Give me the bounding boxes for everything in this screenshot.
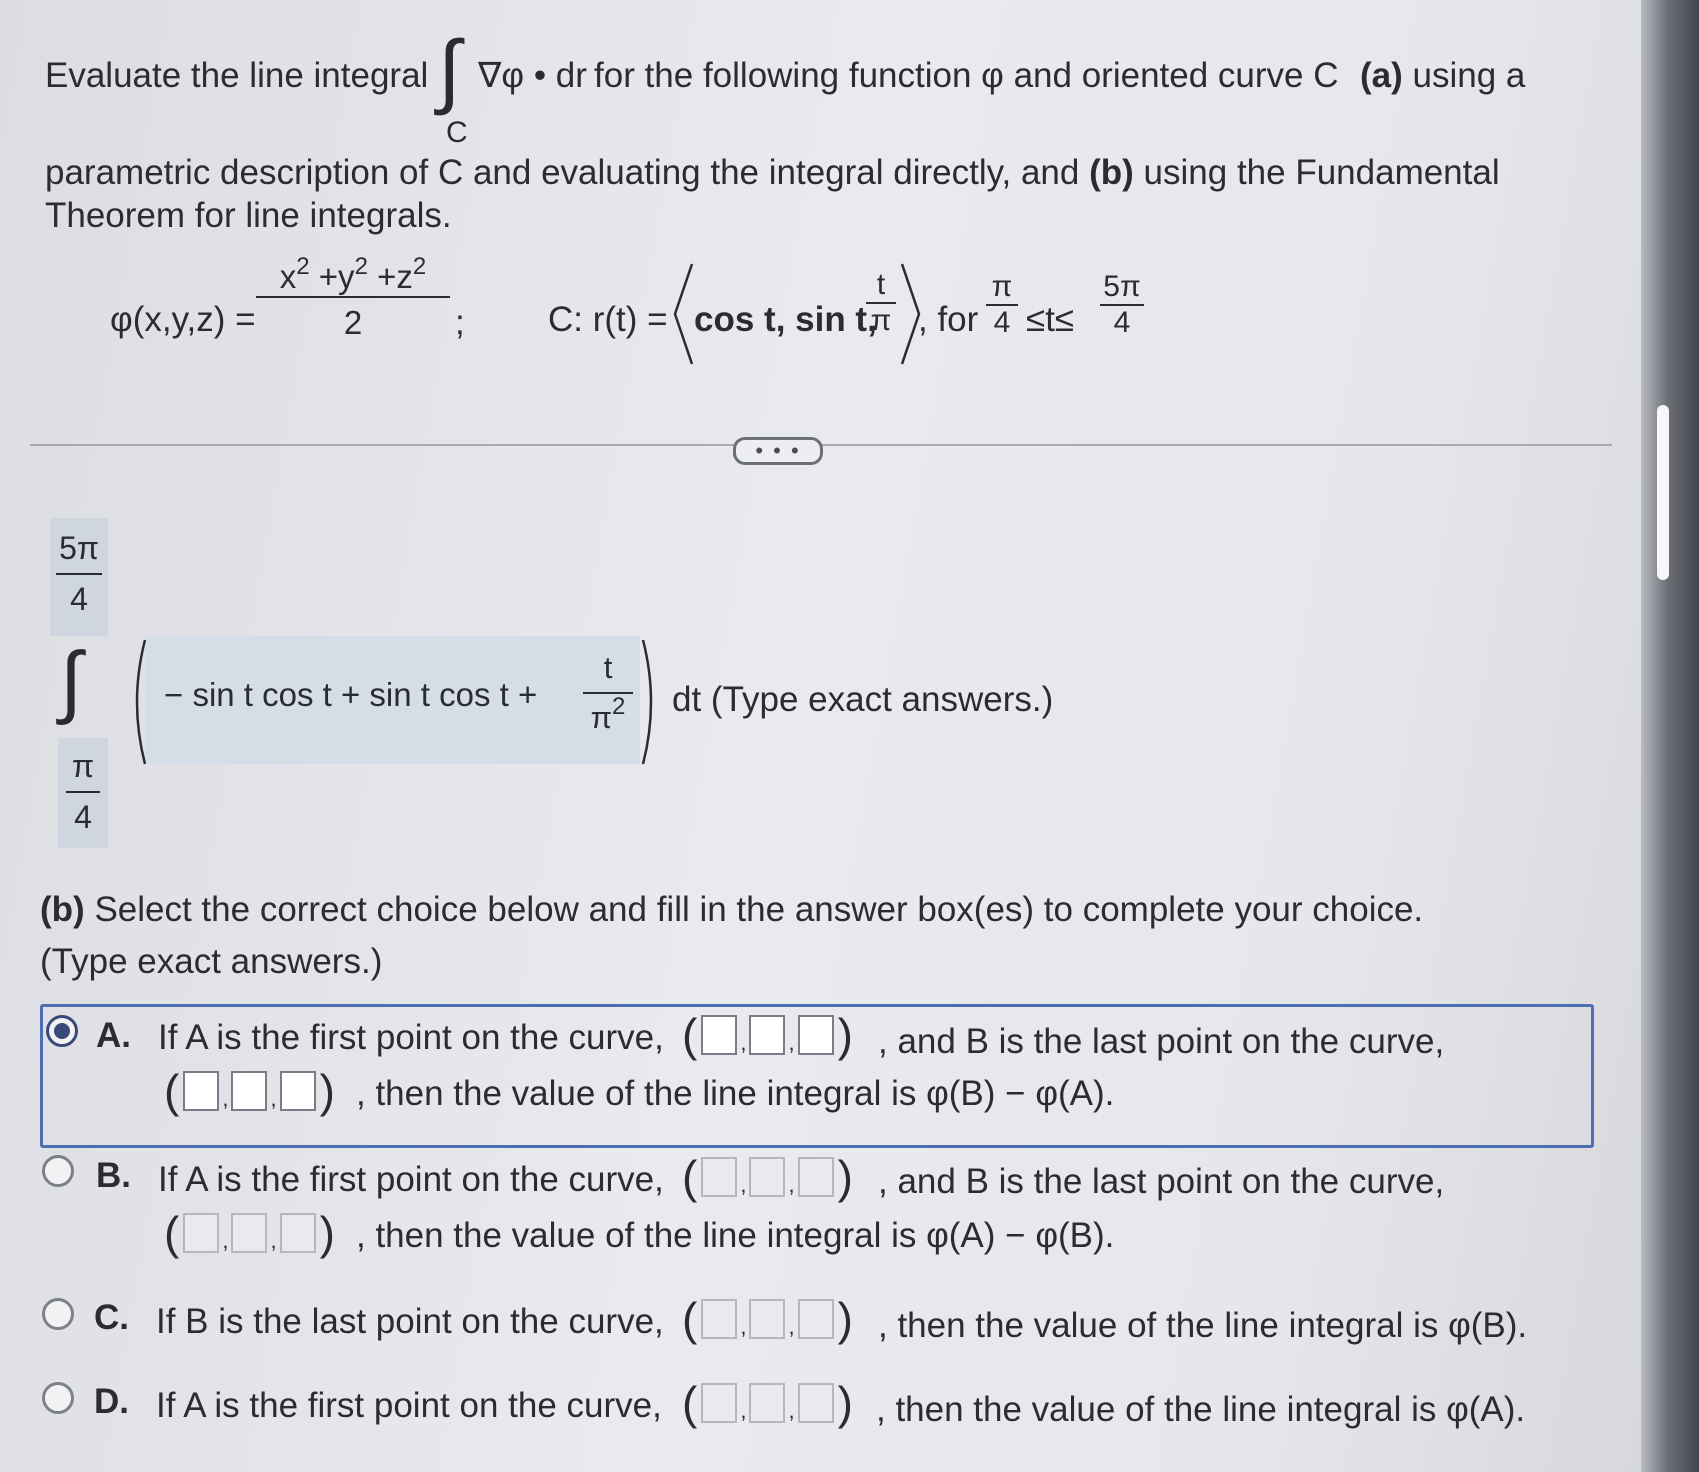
choice-c-point: ( , , ) xyxy=(682,1293,853,1345)
choice-b-text2: , and B is the last point on the curve, xyxy=(878,1162,1445,1201)
choice-a-radio[interactable] xyxy=(46,1015,78,1047)
part-b-prompt xyxy=(40,890,1423,930)
choice-b-by-input[interactable] xyxy=(231,1213,267,1253)
choice-b-ay-input[interactable] xyxy=(749,1157,785,1197)
upper-limit-box[interactable] xyxy=(50,518,108,636)
intro-prefix: Evaluate the line integral xyxy=(45,56,429,95)
integrand-fraction xyxy=(583,650,633,736)
choice-d-text1: If A is the first point on the curve, xyxy=(156,1386,662,1425)
intro-using: using a xyxy=(1412,56,1526,95)
choice-a-ax-input[interactable] xyxy=(701,1015,737,1055)
intro-part-b: (b) xyxy=(1089,153,1134,192)
numerator-z: +z xyxy=(377,258,413,295)
choice-a-bx-input[interactable] xyxy=(183,1071,219,1111)
curve-inequality: ≤t≤ xyxy=(1026,300,1075,339)
choice-a-text3: , then the value of the line integral is φ(B) − φ(A). xyxy=(356,1074,1115,1113)
choice-a-point-b: ( , , ) xyxy=(164,1065,335,1117)
choice-b-point-b: ( , , ) xyxy=(164,1207,335,1259)
choice-a-ay-input[interactable] xyxy=(749,1015,785,1055)
function-fraction xyxy=(256,253,450,342)
curve-label: C: r(t) = xyxy=(548,300,668,339)
upper-limit-num: 5π xyxy=(59,530,99,566)
intro-line3: Theorem for line integrals. xyxy=(45,196,452,235)
choice-a-letter: A. xyxy=(96,1016,131,1055)
choice-b-bz-input[interactable] xyxy=(280,1213,316,1253)
lower-limit-num: π xyxy=(71,748,95,784)
integral-subscript: C xyxy=(446,116,468,149)
function-semicolon: ; xyxy=(455,303,465,342)
part-a-suffix: dt (Type exact answers.) xyxy=(672,680,1054,719)
intro-line2-suffix: using the Fundamental xyxy=(1143,153,1500,192)
high-num: 5π xyxy=(1103,270,1141,303)
integrand-answer-input[interactable] xyxy=(146,636,640,764)
curve-components: cos t, sin t, xyxy=(694,300,877,339)
high-den: 4 xyxy=(1113,306,1131,339)
choice-b-bx-input[interactable] xyxy=(183,1213,219,1253)
intro-part-a: (a) xyxy=(1360,56,1403,95)
power-z: 2 xyxy=(412,253,427,280)
scrollbar-thumb[interactable] xyxy=(1657,405,1669,580)
choice-c-y-input[interactable] xyxy=(749,1299,785,1339)
choice-d-radio[interactable] xyxy=(42,1382,74,1414)
numerator-y: +y xyxy=(318,258,355,295)
screen-edge xyxy=(1641,0,1699,1472)
choice-b-az-input[interactable] xyxy=(798,1157,834,1197)
lower-limit-den: 4 xyxy=(74,799,92,835)
choice-a-text1: If A is the first point on the curve, xyxy=(158,1018,664,1057)
choice-d-y-input[interactable] xyxy=(749,1383,785,1423)
function-lhs: φ(x,y,z) = xyxy=(110,300,256,339)
choice-d-letter: D. xyxy=(94,1382,129,1421)
part-b-label: (b) xyxy=(40,890,85,929)
choice-a-point-a: ( , , ) xyxy=(682,1009,853,1061)
lower-bound-fraction xyxy=(986,270,1018,340)
integrand-frac-den: π xyxy=(590,700,613,735)
choice-c-text2: , then the value of the line integral is φ(B). xyxy=(878,1306,1528,1345)
curve-for: , for xyxy=(918,300,979,339)
integrand-frac-num: t xyxy=(603,650,613,685)
part-b-prompt-text: Select the correct choice below and fill in the answer box(es) to complete your choice. xyxy=(94,890,1424,929)
choice-a-text2: , and B is the last point on the curve, xyxy=(878,1022,1445,1061)
choice-a-az-input[interactable] xyxy=(798,1015,834,1055)
expand-more-button[interactable]: • • • xyxy=(733,437,823,465)
choice-c-x-input[interactable] xyxy=(701,1299,737,1339)
choice-d-z-input[interactable] xyxy=(798,1383,834,1423)
intro-suffix: for the following function φ and oriented curve C xyxy=(594,56,1339,95)
choice-d-text2: , then the value of the line integral is φ(A). xyxy=(876,1390,1526,1429)
lower-limit-box[interactable] xyxy=(58,738,108,848)
choice-d-point: ( , , ) xyxy=(682,1377,853,1429)
choice-b-letter: B. xyxy=(96,1156,131,1195)
choice-c-radio[interactable] xyxy=(42,1298,74,1330)
intro-line2 xyxy=(45,153,1500,193)
integrand-frac-power: 2 xyxy=(612,693,626,720)
integrand-expression: − sin t cos t + sin t cos t + xyxy=(164,676,538,713)
right-paren-icon xyxy=(640,638,660,766)
part-b-prompt2: (Type exact answers.) xyxy=(40,942,383,981)
integral-sign-icon: ∫ xyxy=(438,25,461,116)
choice-b-radio[interactable] xyxy=(42,1155,74,1187)
choice-b-point-a: ( , , ) xyxy=(682,1151,853,1203)
choice-b-text1: If A is the first point on the curve, xyxy=(158,1160,664,1199)
t-num: t xyxy=(876,268,886,301)
choice-a-bz-input[interactable] xyxy=(280,1071,316,1111)
curve-t-fraction xyxy=(866,268,896,338)
left-angle-bracket-icon xyxy=(672,262,694,366)
upper-bound-fraction xyxy=(1100,270,1144,340)
low-num: π xyxy=(991,270,1013,303)
low-den: 4 xyxy=(993,306,1011,339)
choice-b-ax-input[interactable] xyxy=(701,1157,737,1197)
function-denominator: 2 xyxy=(343,304,363,341)
choice-a-by-input[interactable] xyxy=(231,1071,267,1111)
t-den: π xyxy=(870,304,892,337)
choice-c-z-input[interactable] xyxy=(798,1299,834,1339)
integrand: ∇φ • dr xyxy=(478,56,587,95)
definite-integral-sign-icon: ∫ xyxy=(60,636,82,725)
choice-d-x-input[interactable] xyxy=(701,1383,737,1423)
choice-c-text1: If B is the last point on the curve, xyxy=(156,1302,664,1341)
intro-line2-prefix: parametric description of C and evaluating the integral directly, and xyxy=(45,153,1080,192)
choice-c-letter: C. xyxy=(94,1298,129,1337)
power-y: 2 xyxy=(354,253,368,280)
left-paren-icon xyxy=(128,638,148,766)
power-x: 2 xyxy=(296,253,310,280)
numerator-x: x xyxy=(279,258,297,295)
choice-b-text3: , then the value of the line integral is φ(A) − φ(B). xyxy=(356,1216,1115,1255)
upper-limit-den: 4 xyxy=(70,581,88,617)
